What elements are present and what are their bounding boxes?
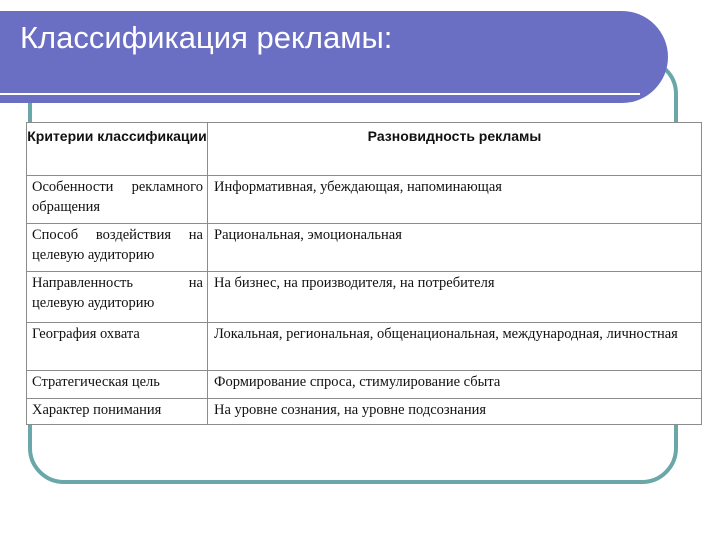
- table-row: [27, 224, 702, 272]
- slide-title: Классификация рекламы:: [20, 20, 393, 55]
- kind-cell: На уровне сознания, на уровне подсознания: [208, 399, 702, 425]
- criterion-cell: Способ воздействия на целевую аудиторию: [27, 224, 208, 272]
- kind-cell: Рациональная, эмоциональная: [208, 224, 702, 272]
- table-header-row: [27, 123, 702, 176]
- table-row: [27, 272, 702, 323]
- kind-cell: Информативная, убеждающая, напоминающая: [208, 176, 702, 224]
- criterion-cell: Характер понимания: [27, 399, 208, 425]
- kind-cell: Формирование спроса, стимулирование сбыта: [208, 371, 702, 399]
- criterion-cell: Особенности рекламного обращения: [27, 176, 208, 224]
- header-criteria: Критерии классификации: [27, 123, 208, 176]
- table-row: [27, 323, 702, 371]
- criterion-cell: Стратегическая цель: [27, 371, 208, 399]
- header-kinds: Разновидность рекламы: [208, 123, 702, 176]
- classification-table: [26, 122, 702, 425]
- criterion-cell: Направленность на целевую аудиторию: [27, 272, 208, 323]
- kind-cell: На бизнес, на производителя, на потребителя: [208, 272, 702, 323]
- table-row: [27, 371, 702, 399]
- kind-cell: Локальная, региональная, общенациональная, международная, личностная: [208, 323, 702, 371]
- table-row: [27, 176, 702, 224]
- criterion-cell: География охвата: [27, 323, 208, 371]
- table-row: [27, 399, 702, 425]
- banner-divider: [0, 93, 640, 95]
